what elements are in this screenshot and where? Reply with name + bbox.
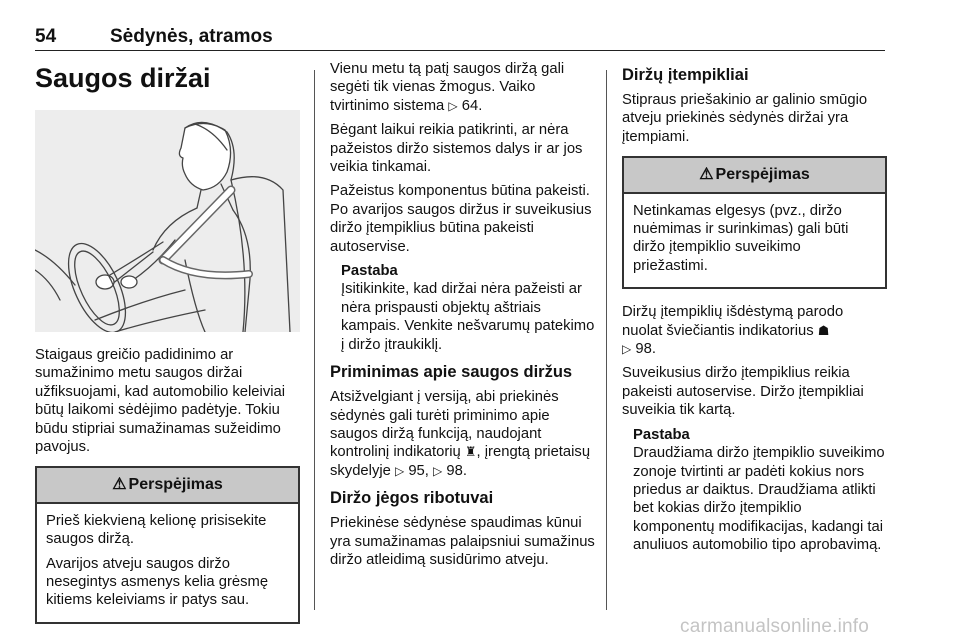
seatbelt-illustration — [35, 110, 300, 332]
seatbelt-reminder-icon: ♜ — [464, 444, 477, 460]
warning-box — [35, 466, 300, 623]
chapter-title: Sėdynės, atramos — [110, 26, 273, 47]
page-reference-arrow-icon: ▷ — [448, 98, 458, 113]
paragraph-limiters: Priekinėse sėdynėse spaudimas kūnui yra sumažinamas palaipsniui sumažinus diržo atleidimą susidūrimo atveju. — [330, 515, 595, 568]
warning-text-2: Avarijos atveju saugos diržo nesegintys asmenys kelia grėsmę kitiems keleiviams ir patys sau. — [46, 555, 269, 609]
watermark: carmanualsonline.info — [680, 616, 870, 637]
warning-triangle-icon: ⚠ — [112, 476, 127, 494]
driver-with-seatbelt-drawing — [35, 110, 300, 332]
paragraph-reminder — [330, 388, 595, 480]
page-header — [35, 26, 885, 51]
paragraph-pretensioners-intro: Stipraus priešakinio ar galinio smūgio atveju priekinės sėdynės diržai yra įtempiami. — [622, 92, 868, 145]
page-reference-arrow-icon: ▷ — [394, 463, 405, 478]
paragraph-text: Atsižvelgiant į versiją, abi priekinės sėdynės gali turėti priminimo apie saugos diržą funkciją, naudojant kontrolinį indikatorių — [330, 389, 559, 461]
note-title: Pastaba — [633, 426, 690, 443]
page-reference[interactable]: 98. — [635, 341, 656, 358]
page-reference[interactable]: 98. — [446, 462, 467, 479]
airbag-indicator-icon: ☗ — [817, 322, 830, 338]
paragraph-text: Vienu metu tą patį saugos diržą gali segėti tik vienas žmogus. Vaiko tvirtinimo sistema — [330, 61, 565, 114]
note-text: Draudžiama diržo įtempiklio suveikimo zonoje tvirtinti ar padėti kokius nors priedus ar daiktus. Draudžiama atlikti bet kokias diržo įtempiklio komponentų modifikacijas, kadangi tai anuliuos automobilio tipo aprobavimą. — [633, 445, 885, 554]
note-block — [633, 426, 887, 555]
warning-heading: Perspėjimas — [715, 166, 810, 184]
paragraph-inspect: Bėgant laikui reikia patikrinti, ar nėra pažeistos diržo sistemos dalys ir ar jos veikia tinkamai. — [330, 122, 583, 176]
warning-body — [37, 504, 298, 622]
note-title: Pastaba — [341, 263, 398, 280]
paragraph-replace-pretensioners: Suveikusius diržo įtempiklius reikia pakeisti autoservise. Diržo įtempikliai suveikia tik kartą. — [622, 365, 864, 419]
paragraph-indicator — [622, 303, 887, 358]
warning-body — [624, 194, 885, 288]
page-reference-arrow-icon: ▷ — [622, 342, 632, 357]
column-divider-2 — [606, 70, 607, 610]
heading-force-limiters: Diržo jėgos ribotuvai — [330, 489, 494, 508]
column-1 — [35, 60, 300, 638]
warning-text-1: Prieš kiekvieną kelionę prisisekite saugos diržą. — [46, 512, 267, 548]
column-divider-1 — [314, 70, 315, 610]
column-2 — [330, 60, 595, 575]
heading-pretensioners: Diržų įtempikliai — [622, 66, 749, 84]
paragraph-text: Diržų įtempiklių išdėstymą parodo nuolat šviečiantis indikatorius — [622, 304, 844, 339]
note-block — [341, 262, 595, 354]
section-title: Saugos diržai — [35, 63, 211, 93]
page-reference-arrow-icon: ▷ — [433, 463, 443, 478]
page-reference[interactable]: 95, — [408, 462, 434, 479]
intro-paragraph: Staigaus greičio padidinimo ar sumažinimo metu saugos diržai užfiksuojami, kad automobilio keleiviai būtų laikomi sėdėjimo padėtyje. Tokiu būdu stipriai sumažinamas sužeidimo pavojus. — [35, 347, 286, 456]
page-number: 54 — [35, 26, 57, 47]
page-reference[interactable]: 64. — [461, 97, 483, 114]
paragraph-one-person — [330, 60, 595, 115]
paragraph-text: , įrengtą prietaisų skydelyje — [330, 444, 591, 479]
heading-seatbelt-reminder: Priminimas apie saugos diržus — [330, 363, 573, 382]
column-3 — [622, 60, 887, 561]
warning-heading: Perspėjimas — [128, 476, 223, 494]
paragraph-replace: Pažeistus komponentus būtina pakeisti. Po avarijos saugos diržus ir suveikusius diržo įtempiklius būtina pakeisti autoservise. — [330, 183, 592, 255]
warning-triangle-icon: ⚠ — [699, 166, 714, 184]
warning-header — [624, 158, 885, 193]
note-text: Įsitikinkite, kad diržai nėra pažeisti ar nėra prispausti objektų aštriais kampais. Venkite nešvarumų patekimo į diržo įtraukiklį. — [341, 281, 595, 353]
warning-header — [37, 468, 298, 503]
warning-box — [622, 156, 887, 289]
warning-text-1: Netinkamas elgesys (pvz., diržo nuėmimas ir surinkimas) gali būti diržo įtempiklio suveikimo priežastimi. — [633, 202, 849, 274]
